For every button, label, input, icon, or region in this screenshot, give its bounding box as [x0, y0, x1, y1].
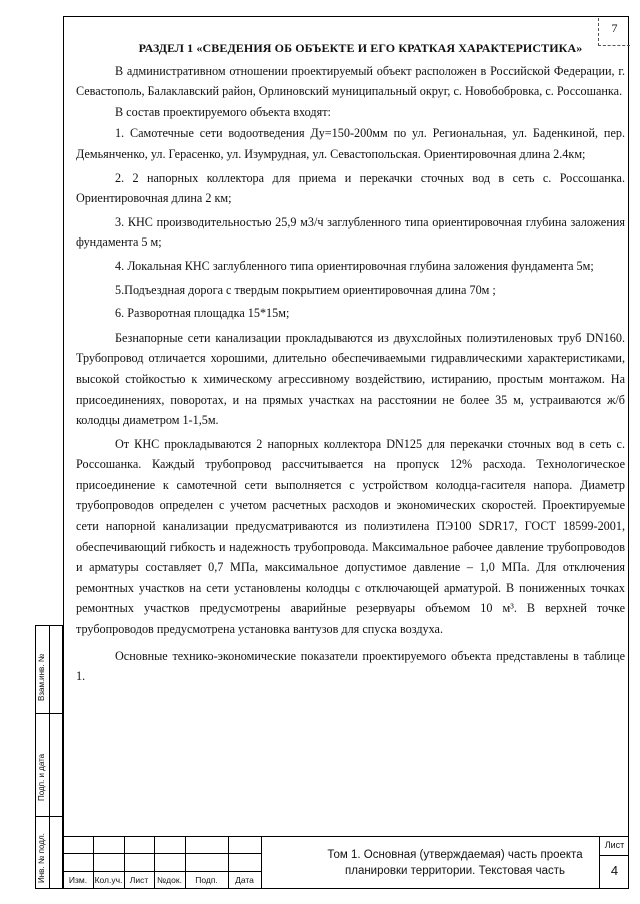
list-item-6: 6. Разворотная площадка 15*15м; [115, 306, 290, 321]
grid-line [261, 837, 262, 888]
sheet-number: 4 [610, 863, 619, 878]
side-label-podp-data: Подп. и дата [37, 753, 46, 801]
page-number-top: 7 [598, 18, 630, 46]
tb-col-kol-uch: Кол.уч. [94, 875, 123, 885]
document-title [275, 847, 635, 879]
paragraph-location: В административном отношении проектируемый объект расположен в Российской Федерации, г. Севастополь, Балаклавский район, Орлиновский муниципальный округ, с. Новобобровка, с. Россошанка. [76, 63, 625, 99]
list-item-1: 1. Самотечные сети водоотведения Ду=150-200мм по ул. Региональная, ул. Баденкиной, пер. Демьянченко, ул. Герасенко, ул. Изумрудная, ул. Севастопольская. Ориентировочная длина 2.4км; [76, 126, 625, 161]
title-block-grid [63, 837, 261, 890]
tb-col-podp: Подп. [195, 875, 218, 885]
tb-col-izm: Изм. [68, 875, 88, 885]
list-item-2: 2. 2 напорных коллектора для приема и перекачки сточных вод в сеть с. Россошанка. Ориентировочная длина 2 км; [76, 170, 625, 206]
paragraph-gravity-sewer: Безнапорные сети канализации прокладываются из двухслойных полиэтиленовых труб DN160. Трубопровод отличается хорошими, длительно обеспечиваемыми гидравлическими характеристиками, высокой стойкостью к химическому агрессивному воздействию, истиранию, простым монтажом. На присоединениях, поворотах, и на прямых участках на расстоянии не более 35 м, устраиваются ж/б колодцы диаметром 1-1,5м. [76, 330, 625, 428]
tb-col-list: Лист [129, 875, 149, 885]
paragraph-pressure-collectors: От КНС прокладываются 2 напорных коллектора DN125 для перекачки сточных вод в сеть с. Россошанка. Каждый трубопровод рассчитывается на пропуск 12% расхода. Технологическое присоединение к самотечной сети выполняется с устройством колодца-гасителя напора. Диаметр трубопроводов определен с учетом расчетных расходов и экономических скоростей. Проектируемые сети напорной канализации предусматриваются из полиэтилена ПЭ100 SDR17, ГОСТ 18599-2001, обеспечивающий гибкость и надежность трубопровода. Максимальное рабочее давление трубопроводов и арматуры составляет 0,7 МПа, максимальное допустимое давление – 1,0 МПа. Для отключения ремонтных участков на сети установлены колодцы с отключающей арматурой. В пониженных точках ремонтных участков предусмотрены аварийные резервуары объемом 10 м³. В верхней точке трубопроводов предусмотрена установка вантузов для спуска воздуха. [76, 436, 625, 637]
list-item-3: 3. КНС производительностью 25,9 м3/ч заглубленного типа ориентировочная глубина заложения фундамента 5 м; [76, 214, 625, 250]
list-item-5: 5.Подъездная дорога с твердым покрытием ориентировочная длина 70м ; [115, 282, 496, 297]
paragraph-composition-intro: В состав проектируемого объекта входят: [115, 104, 331, 119]
sheet-box [599, 837, 629, 888]
document-title-line-1: Том 1. Основная (утверждаемая) часть проекта [327, 849, 583, 861]
document-title-line-2: планировки территории. Текстовая часть [345, 865, 565, 877]
tb-col-ndok: №док. [157, 875, 182, 885]
sheet-label: Лист [600, 837, 629, 856]
tb-col-data: Дата [235, 875, 254, 885]
side-label-inv-podl: Инв. № подл. [37, 833, 46, 883]
list-item-4: 4. Локальная КНС заглубленного типа ориентировочная глубина заложения фундамента 5м; [115, 258, 594, 273]
title-block [63, 836, 629, 889]
section-heading: РАЗДЕЛ 1 «СВЕДЕНИЯ ОБ ОБЪЕКТЕ И ЕГО КРАТКАЯ ХАРАКТЕРИСТИКА» [138, 41, 583, 55]
side-label-vzam-inv: Взам.инв. № [37, 653, 46, 701]
document-body [76, 38, 625, 687]
paragraph-indicators: Основные технико-экономические показатели проектируемого объекта представлены в таблице 1. [76, 648, 625, 684]
